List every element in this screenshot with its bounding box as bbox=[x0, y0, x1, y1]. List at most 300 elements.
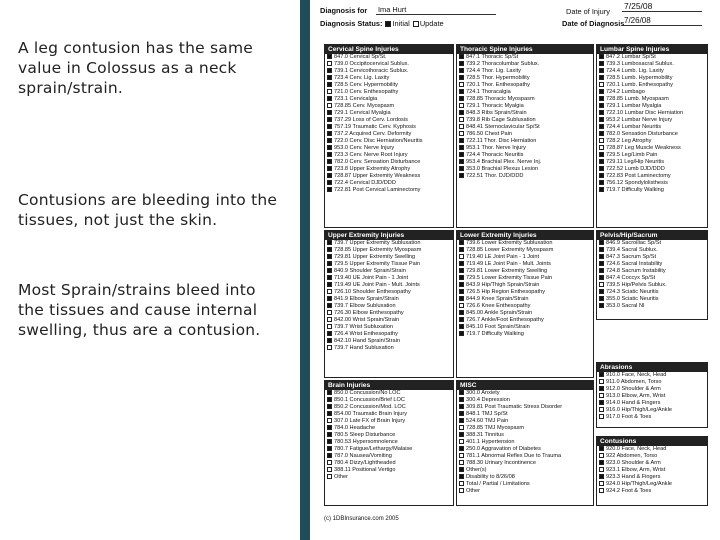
diagnosis-checkbox[interactable] bbox=[599, 453, 604, 458]
section-title: MISC bbox=[457, 381, 593, 390]
diagnosis-checkbox[interactable] bbox=[459, 89, 464, 94]
diagnosis-item bbox=[325, 338, 453, 345]
diagnosis-label: 910.0 Face, Neck, Head bbox=[606, 372, 667, 378]
diagnosis-label: 722.10 Lumbar Disc Herniation bbox=[606, 110, 684, 116]
diagnosis-checkbox[interactable] bbox=[599, 372, 604, 377]
diagnosis-checkbox[interactable] bbox=[459, 261, 464, 266]
section-lumbar bbox=[596, 44, 708, 228]
diagnosis-checkbox[interactable] bbox=[459, 331, 464, 336]
diagnosis-label: 728.5 Cerv. Hypermobility bbox=[334, 82, 398, 88]
diagnosis-label: 722.81 Post Cervical Laminectomy bbox=[334, 187, 421, 193]
diagnosis-item bbox=[457, 275, 593, 282]
diagnosis-item bbox=[597, 247, 707, 254]
diagnosis-item bbox=[325, 159, 453, 166]
diagnosis-checkbox[interactable] bbox=[459, 310, 464, 315]
diagnosis-label: 309.81 Post Traumatic Stress Disorder bbox=[466, 404, 563, 410]
section-contusions bbox=[596, 436, 708, 506]
diagnosis-item bbox=[597, 414, 707, 421]
diagnosis-checkbox[interactable] bbox=[599, 481, 604, 486]
diagnosis-label: 729.5 Lower Extremity Tissue Pain bbox=[466, 275, 553, 281]
diagnosis-label: 728.85 Lower Extremity Myospasm bbox=[466, 247, 554, 253]
diagnosis-checkbox[interactable] bbox=[327, 240, 332, 245]
diagnosis-label: 737.2 Acquired Cerv. Deformity bbox=[334, 131, 412, 137]
diagnosis-item bbox=[457, 110, 593, 117]
diagnosis-checkbox[interactable] bbox=[327, 166, 332, 171]
diagnosis-label: 719.49 LE Joint Pain - Mult. Joints bbox=[466, 261, 551, 267]
diagnosis-checkbox[interactable] bbox=[327, 390, 332, 395]
diagnosis-checkbox[interactable] bbox=[327, 282, 332, 287]
diagnosis-checkbox[interactable] bbox=[599, 386, 604, 391]
diagnosis-item bbox=[325, 467, 453, 474]
diagnosis-checkbox[interactable] bbox=[599, 254, 604, 259]
diagnosis-checkbox[interactable] bbox=[459, 254, 464, 259]
diagnosis-label: 782.0 Cerv. Sensation Disturbance bbox=[334, 159, 421, 165]
diagnosis-label: 912.0 Shoulder & Arm bbox=[606, 386, 661, 392]
date-diagnosis-label: Date of Diagnosis bbox=[562, 19, 625, 28]
diagnosis-checkbox[interactable] bbox=[599, 275, 604, 280]
diagnosis-label: 726.7 Ankle/Foot Enthesopathy bbox=[466, 317, 544, 323]
diagnosis-checkbox[interactable] bbox=[327, 460, 332, 465]
diagnosis-checkbox[interactable] bbox=[327, 331, 332, 336]
diagnosis-label: 724.1 Thoracalgia bbox=[466, 89, 511, 95]
diagnosis-checkbox[interactable] bbox=[599, 54, 604, 59]
diagnosis-label: 724.6 Sacral Instability bbox=[606, 261, 663, 267]
diagnosis-label: 842.10 Hand Sprain/Strain bbox=[334, 338, 400, 344]
diagnosis-checkbox[interactable] bbox=[599, 400, 604, 405]
diagnosis-checkbox[interactable] bbox=[459, 432, 464, 437]
diagnosis-item bbox=[325, 296, 453, 303]
diagnosis-item bbox=[325, 268, 453, 275]
diagnosis-checkbox[interactable] bbox=[599, 289, 604, 294]
date-injury-field[interactable]: 7/25/08 bbox=[622, 1, 702, 12]
diagnosis-label: 757.19 Traumatic Cerv. Kyphosis bbox=[334, 124, 416, 130]
diagnosis-label: 724.4 Thoracic Neuritis bbox=[466, 152, 524, 158]
diagnosis-label: Disability to 8/26/08 bbox=[466, 474, 515, 480]
diagnosis-item bbox=[597, 400, 707, 407]
diagnosis-label: 923.1 Elbow, Arm, Wrist bbox=[606, 467, 666, 473]
diagnosis-checkbox[interactable] bbox=[459, 296, 464, 301]
diagnosis-label: 780.53 Hypersomnolence bbox=[334, 439, 398, 445]
diagnosis-checkbox[interactable] bbox=[599, 488, 604, 493]
diagnosis-item bbox=[597, 379, 707, 386]
section-title: Pelvis/Hip/Sacrum bbox=[597, 231, 707, 240]
diagnosis-item bbox=[325, 439, 453, 446]
diagnosis-checkbox[interactable] bbox=[459, 282, 464, 287]
diagnosis-checkbox[interactable] bbox=[327, 54, 332, 59]
diagnosis-checkbox[interactable] bbox=[459, 117, 464, 122]
diagnosis-item bbox=[457, 324, 593, 331]
diagnosis-checkbox[interactable] bbox=[599, 261, 604, 266]
diagnosis-checkbox[interactable] bbox=[459, 439, 464, 444]
diagnosis-checkbox[interactable] bbox=[459, 467, 464, 472]
section-title: Lower Extremity Injuries bbox=[457, 231, 593, 240]
diagnosis-item bbox=[457, 390, 593, 397]
diagnosis-checkbox[interactable] bbox=[459, 324, 464, 329]
diagnosis-checkbox[interactable] bbox=[459, 166, 464, 171]
diagnosis-checkbox[interactable] bbox=[327, 411, 332, 416]
diagnosis-item bbox=[325, 474, 453, 481]
diagnosis-checkbox[interactable] bbox=[599, 131, 604, 136]
diagnosis-label: 781.1 Abnormal Reflex Due to Trauma bbox=[466, 453, 562, 459]
section-brain bbox=[324, 380, 454, 506]
diagnosis-item bbox=[597, 166, 707, 173]
diagnosis-label: 847.3 Sacrum Sp/St bbox=[606, 254, 657, 260]
diagnosis-item bbox=[457, 310, 593, 317]
diagnosis-checkbox[interactable] bbox=[459, 131, 464, 136]
diagnosis-label: Other bbox=[334, 474, 348, 480]
diagnosis-label: 729.81 Upper Extremity Swelling bbox=[334, 254, 416, 260]
diagnosis-checkbox[interactable] bbox=[599, 145, 604, 150]
diagnosis-checkbox[interactable] bbox=[459, 446, 464, 451]
diagnosis-checkbox[interactable] bbox=[599, 110, 604, 115]
diagnosis-checkbox[interactable] bbox=[599, 124, 604, 129]
diagnosis-label: 850.0 Concussion/No LOC bbox=[334, 390, 401, 396]
diagnosis-item bbox=[457, 96, 593, 103]
section-abrasions bbox=[596, 362, 708, 428]
diagnosis-checkbox[interactable] bbox=[599, 103, 604, 108]
diagnosis-item bbox=[597, 474, 707, 481]
diagnosis-item bbox=[597, 393, 707, 400]
diagnosis-checkbox[interactable] bbox=[599, 173, 604, 178]
diagnosis-checkbox[interactable] bbox=[327, 68, 332, 73]
diagnosis-checkbox[interactable] bbox=[459, 96, 464, 101]
diagnosis-label: 726.30 Elbow Enthesopathy bbox=[334, 310, 404, 316]
diagnosis-label: 846.9 Sacroiliac Sp/St bbox=[606, 240, 662, 246]
diagnosis-item bbox=[597, 117, 707, 124]
diagnosis-checkbox[interactable] bbox=[599, 247, 604, 252]
diagnosis-item bbox=[325, 89, 453, 96]
diagnosis-checkbox[interactable] bbox=[459, 138, 464, 143]
diagnosis-checkbox[interactable] bbox=[599, 166, 604, 171]
diagnosis-label: 922 Abdomen, Torso bbox=[606, 453, 658, 459]
diagnosis-label: 726.10 Shoulder Enthesopathy bbox=[334, 289, 411, 295]
diagnosis-checkbox[interactable] bbox=[327, 159, 332, 164]
diagnosis-item bbox=[325, 96, 453, 103]
diagnosis-checkbox[interactable] bbox=[459, 488, 464, 493]
diagnosis-checkbox[interactable] bbox=[327, 173, 332, 178]
diagnosis-label: 845.10 Foot Sprain/Strain bbox=[466, 324, 530, 330]
diagnosis-item bbox=[457, 166, 593, 173]
diagnosis-item bbox=[457, 61, 593, 68]
diagnosis-item bbox=[457, 411, 593, 418]
diagnosis-item bbox=[457, 82, 593, 89]
diagnosis-item bbox=[325, 453, 453, 460]
diagnosis-checkbox[interactable] bbox=[459, 303, 464, 308]
diagnosis-checkbox[interactable] bbox=[327, 138, 332, 143]
diagnosis-checkbox[interactable] bbox=[599, 82, 604, 87]
diagnosis-checkbox[interactable] bbox=[327, 110, 332, 115]
diagnosis-checkbox[interactable] bbox=[327, 474, 332, 479]
diagnosis-checkbox[interactable] bbox=[599, 240, 604, 245]
section-title: Contusions bbox=[597, 437, 707, 446]
diagnosis-checkbox[interactable] bbox=[599, 303, 604, 308]
diagnosis-checkbox[interactable] bbox=[327, 453, 332, 458]
diagnosis-item bbox=[457, 432, 593, 439]
diagnosis-checkbox[interactable] bbox=[327, 345, 332, 350]
diagnosis-checkbox[interactable] bbox=[327, 404, 332, 409]
diagnosis-label: 737.29 Loss of Cerv. Lordosis bbox=[334, 117, 408, 123]
diagnosis-checkbox[interactable] bbox=[459, 411, 464, 416]
diagnosis-label: 353.0 Sacral NI bbox=[606, 303, 645, 309]
diagnosis-label: 721.0 Cerv. Enthesopathy bbox=[334, 89, 399, 95]
diagnosis-item bbox=[457, 268, 593, 275]
diagnosis-checkbox[interactable] bbox=[327, 247, 332, 252]
diagnosis-item bbox=[597, 282, 707, 289]
diagnosis-checkbox[interactable] bbox=[599, 474, 604, 479]
diagnosis-checkbox[interactable] bbox=[599, 268, 604, 273]
diagnosis-checkbox[interactable] bbox=[459, 317, 464, 322]
section-title: Abrasions bbox=[597, 363, 707, 372]
diagnosis-checkbox[interactable] bbox=[327, 397, 332, 402]
diagnosis-checkbox[interactable] bbox=[327, 338, 332, 343]
diagnosis-item bbox=[597, 138, 707, 145]
diagnosis-item bbox=[597, 446, 707, 453]
diagnosis-label: 722.11 Thor. Disc Herniation bbox=[466, 138, 537, 144]
diagnosis-checkbox[interactable] bbox=[459, 453, 464, 458]
diagnosis-item bbox=[457, 289, 593, 296]
diagnosis-checkbox[interactable] bbox=[459, 61, 464, 66]
diagnosis-label: 916.0 Hip/Thigh/Leg/Ankle bbox=[606, 407, 672, 413]
diagnosis-checkbox[interactable] bbox=[459, 159, 464, 164]
diagnosis-item bbox=[597, 61, 707, 68]
diagnosis-item bbox=[325, 152, 453, 159]
diagnosis-item bbox=[457, 152, 593, 159]
diagnosis-checkbox[interactable] bbox=[327, 254, 332, 259]
diagnosis-label: 780.7 Fatigue/Lethargy/Malaise bbox=[334, 446, 413, 452]
diagnosis-checkbox[interactable] bbox=[459, 268, 464, 273]
diagnosis-checkbox[interactable] bbox=[599, 68, 604, 73]
diagnosis-checkbox[interactable] bbox=[459, 240, 464, 245]
diagnosis-checkbox[interactable] bbox=[459, 75, 464, 80]
diagnosis-checkbox[interactable] bbox=[459, 474, 464, 479]
diagnosis-label: 724.8 Sacrum Instability bbox=[606, 268, 666, 274]
diagnosis-item bbox=[597, 124, 707, 131]
diagnosis-checkbox[interactable] bbox=[459, 145, 464, 150]
diagnosis-checkbox[interactable] bbox=[599, 75, 604, 80]
diagnosis-item bbox=[597, 372, 707, 379]
diagnosis-label: 923.0 Shoulder & Arm bbox=[606, 460, 661, 466]
diagnosis-label: 780.4 Dizzy/Lightheaded bbox=[334, 460, 396, 466]
diagnosis-checkbox[interactable] bbox=[459, 54, 464, 59]
diagnosis-checkbox[interactable] bbox=[327, 75, 332, 80]
diagnosis-checkbox[interactable] bbox=[599, 393, 604, 398]
diagnosis-item bbox=[457, 439, 593, 446]
diagnosis-label: 353.0 Brachial Plexus Lesion bbox=[466, 166, 539, 172]
diagnosis-label: 724.3 Sciatic Neuritis bbox=[606, 289, 659, 295]
diagnosis-item bbox=[325, 324, 453, 331]
diagnosis-checkbox[interactable] bbox=[327, 432, 332, 437]
diagnosis-label: 729.11 Leg/Hip Neuritis bbox=[606, 159, 665, 165]
diagnosis-checkbox[interactable] bbox=[599, 282, 604, 287]
diagnosis-label: 726.6 Knee Enthesopathy bbox=[466, 303, 531, 309]
diagnosis-checkbox[interactable] bbox=[327, 418, 332, 423]
diagnosis-label: 728.85 Thoracic Myospasm bbox=[466, 96, 535, 102]
diagnosis-checkbox[interactable] bbox=[327, 324, 332, 329]
diagnosis-checkbox[interactable] bbox=[459, 275, 464, 280]
diagnosis-checkbox[interactable] bbox=[327, 317, 332, 322]
diagnosis-checkbox[interactable] bbox=[599, 180, 604, 185]
diagnosis-label: 917.0 Foot & Toes bbox=[606, 414, 652, 420]
diagnosis-checkbox[interactable] bbox=[459, 103, 464, 108]
diagnosis-checkbox[interactable] bbox=[327, 117, 332, 122]
diagnosis-checkbox[interactable] bbox=[327, 82, 332, 87]
diagnosis-label: 739.7 Hand Subluxation bbox=[334, 345, 394, 351]
diagnosis-checkbox[interactable] bbox=[459, 460, 464, 465]
diagnosis-label: 847.0 Cervical Sp/St. bbox=[334, 54, 387, 60]
date-diagnosis-field[interactable]: 7/26/08 bbox=[622, 16, 702, 26]
diagnosis-item bbox=[325, 282, 453, 289]
diagnosis-item bbox=[457, 124, 593, 131]
diagnosis-checkbox[interactable] bbox=[459, 390, 464, 395]
update-checkbox[interactable] bbox=[413, 21, 419, 27]
diagnosis-checkbox[interactable] bbox=[459, 289, 464, 294]
diagnosis-checkbox[interactable] bbox=[327, 275, 332, 280]
diagnosis-label: 724.4 Thor. Lig. Laxity bbox=[466, 68, 521, 74]
diagnosis-label: 739.2 Thoracolumbar Sublux. bbox=[466, 61, 540, 67]
diagnosis-checkbox[interactable] bbox=[327, 268, 332, 273]
diagnosis-label: 723.3 Cerv. Nerve Root Injury bbox=[334, 152, 408, 158]
diagnosis-label: 250.0 Aggravation of Diabetes bbox=[466, 446, 541, 452]
diagnosis-checkbox[interactable] bbox=[327, 446, 332, 451]
diagnosis-checkbox[interactable] bbox=[327, 261, 332, 266]
patient-name-field[interactable]: Ima Hurt bbox=[376, 5, 496, 15]
diagnosis-label: 842.00 Wrist Sprain/Strain bbox=[334, 317, 400, 323]
diagnosis-label: 953.1 Thor. Nerve Injury bbox=[466, 145, 526, 151]
diagnosis-label: 724.4 Lumbar Neuritis bbox=[606, 124, 662, 130]
diagnosis-label: 924.2 Foot & Toes bbox=[606, 488, 652, 494]
diagnosis-item bbox=[457, 131, 593, 138]
diagnosis-checkbox[interactable] bbox=[599, 96, 604, 101]
diagnosis-item bbox=[597, 68, 707, 75]
diagnosis-label: 728.85 Cerv. Myospasm bbox=[334, 103, 395, 109]
diagnosis-checkbox[interactable] bbox=[599, 446, 604, 451]
diagnosis-checkbox[interactable] bbox=[327, 425, 332, 430]
diagnosis-checkbox[interactable] bbox=[327, 296, 332, 301]
diagnosis-checkbox[interactable] bbox=[327, 96, 332, 101]
diagnosis-checkbox[interactable] bbox=[327, 439, 332, 444]
date-injury-label: Date of Injury bbox=[566, 7, 610, 16]
diagnosis-checkbox[interactable] bbox=[599, 159, 604, 164]
diagnosis-item bbox=[325, 425, 453, 432]
initial-checkbox[interactable] bbox=[385, 21, 391, 27]
diagnosis-label: 848.1 TMJ Sp/St bbox=[466, 411, 508, 417]
diagnosis-checkbox[interactable] bbox=[459, 397, 464, 402]
diagnosis-label: 848.41 Sternoclavicular Sp/St bbox=[466, 124, 540, 130]
diagnosis-checkbox[interactable] bbox=[599, 138, 604, 143]
diagnosis-checkbox[interactable] bbox=[599, 467, 604, 472]
diagnosis-label: 723.4 Cerv. Lig. Laxity bbox=[334, 75, 390, 81]
diagnosis-label: 719.40 LE Joint Pain - 1 Joint bbox=[466, 254, 540, 260]
diagnosis-item bbox=[597, 96, 707, 103]
diagnosis-label: 854.00 Traumatic Brain Injury bbox=[334, 411, 408, 417]
diagnosis-checkbox[interactable] bbox=[599, 296, 604, 301]
diagnosis-label: 728.85 Lumb. Myospasm bbox=[606, 96, 669, 102]
diagnosis-checkbox[interactable] bbox=[459, 173, 464, 178]
diagnosis-checkbox[interactable] bbox=[599, 152, 604, 157]
diagnosis-checkbox[interactable] bbox=[327, 187, 332, 192]
diagnosis-label: 728.5 Lumb. Hypermobility bbox=[606, 75, 673, 81]
diagnosis-checkbox[interactable] bbox=[327, 310, 332, 315]
diagnosis-label: 729.5 Upper Extremity Tissue Pain bbox=[334, 261, 421, 267]
diagnosis-label: 719.7 Difficulty Walking bbox=[606, 187, 664, 193]
diagnosis-checkbox[interactable] bbox=[599, 61, 604, 66]
diagnosis-label: 739.3 Lumbosacral Sublux. bbox=[606, 61, 674, 67]
diagnosis-checkbox[interactable] bbox=[327, 61, 332, 66]
section-misc bbox=[456, 380, 594, 506]
diagnosis-label: 920.0 Face, Neck, Head bbox=[606, 446, 667, 452]
section-title: Upper Extremity Injuries bbox=[325, 231, 453, 240]
diagnosis-checkbox[interactable] bbox=[327, 145, 332, 150]
diagnosis-checkbox[interactable] bbox=[599, 187, 604, 192]
diagnosis-checkbox[interactable] bbox=[327, 152, 332, 157]
diagnosis-checkbox[interactable] bbox=[599, 117, 604, 122]
diagnosis-label: 739.8 Rib Cage Subluxation bbox=[466, 117, 536, 123]
diagnosis-checkbox[interactable] bbox=[599, 414, 604, 419]
diagnosis-checkbox[interactable] bbox=[459, 404, 464, 409]
diagnosis-checkbox[interactable] bbox=[459, 418, 464, 423]
slide-paragraph-2: Contusions are bleeding into the tissues, not just the skin. bbox=[18, 191, 278, 229]
diagnosis-checkbox[interactable] bbox=[327, 467, 332, 472]
diagnosis-checkbox[interactable] bbox=[459, 82, 464, 87]
diagnosis-label: 728.2 Leg Atrophy bbox=[606, 138, 652, 144]
diagnosis-label: 722.51 Thor. DJD/DDD bbox=[466, 173, 524, 179]
diagnosis-item bbox=[597, 54, 707, 61]
diagnosis-item bbox=[597, 180, 707, 187]
diagnosis-checkbox[interactable] bbox=[599, 89, 604, 94]
diagnosis-item bbox=[597, 145, 707, 152]
divider-band bbox=[300, 0, 310, 540]
diagnosis-label: 780.5 Sleep Disturbance bbox=[334, 432, 396, 438]
diagnosis-label: Diagnosis for bbox=[320, 6, 368, 15]
diagnosis-checkbox[interactable] bbox=[327, 289, 332, 294]
diagnosis-item bbox=[597, 187, 707, 194]
diagnosis-checkbox[interactable] bbox=[327, 89, 332, 94]
diagnosis-label: 913.0 Elbow, Arm, Wrist bbox=[606, 393, 666, 399]
diagnosis-item bbox=[597, 173, 707, 180]
diagnosis-label: 729.5 Leg/Limb Pain bbox=[606, 152, 658, 158]
diagnosis-item bbox=[325, 310, 453, 317]
diagnosis-label: 729.81 Lower Extremity Swelling bbox=[466, 268, 548, 274]
diagnosis-item bbox=[325, 446, 453, 453]
diagnosis-item bbox=[457, 296, 593, 303]
diagnosis-label: 728.85 Upper Extremity Myospasm bbox=[334, 247, 422, 253]
diagnosis-item bbox=[597, 407, 707, 414]
diagnosis-item bbox=[457, 173, 593, 180]
diagnosis-label: 845.00 Ankle Sprain/Strain bbox=[466, 310, 533, 316]
diagnosis-checkbox[interactable] bbox=[459, 124, 464, 129]
diagnosis-item bbox=[457, 303, 593, 310]
diagnosis-checkbox[interactable] bbox=[459, 68, 464, 73]
diagnosis-checkbox[interactable] bbox=[459, 247, 464, 252]
diagnosis-checkbox[interactable] bbox=[327, 303, 332, 308]
diagnosis-checkbox[interactable] bbox=[327, 180, 332, 185]
diagnosis-label: 722.83 Post Laminectomy bbox=[606, 173, 671, 179]
diagnosis-checkbox[interactable] bbox=[459, 481, 464, 486]
diagnosis-checkbox[interactable] bbox=[327, 103, 332, 108]
diagnosis-checkbox[interactable] bbox=[599, 460, 604, 465]
diagnosis-checkbox[interactable] bbox=[459, 425, 464, 430]
diagnosis-checkbox[interactable] bbox=[599, 407, 604, 412]
diagnosis-item bbox=[597, 110, 707, 117]
diagnosis-checkbox[interactable] bbox=[459, 152, 464, 157]
diagnosis-checkbox[interactable] bbox=[459, 110, 464, 115]
diagnosis-checkbox[interactable] bbox=[327, 124, 332, 129]
diagnosis-checkbox[interactable] bbox=[327, 131, 332, 136]
diagnosis-item bbox=[325, 54, 453, 61]
diagnosis-item bbox=[457, 54, 593, 61]
diagnosis-item bbox=[457, 103, 593, 110]
diagnosis-checkbox[interactable] bbox=[599, 379, 604, 384]
